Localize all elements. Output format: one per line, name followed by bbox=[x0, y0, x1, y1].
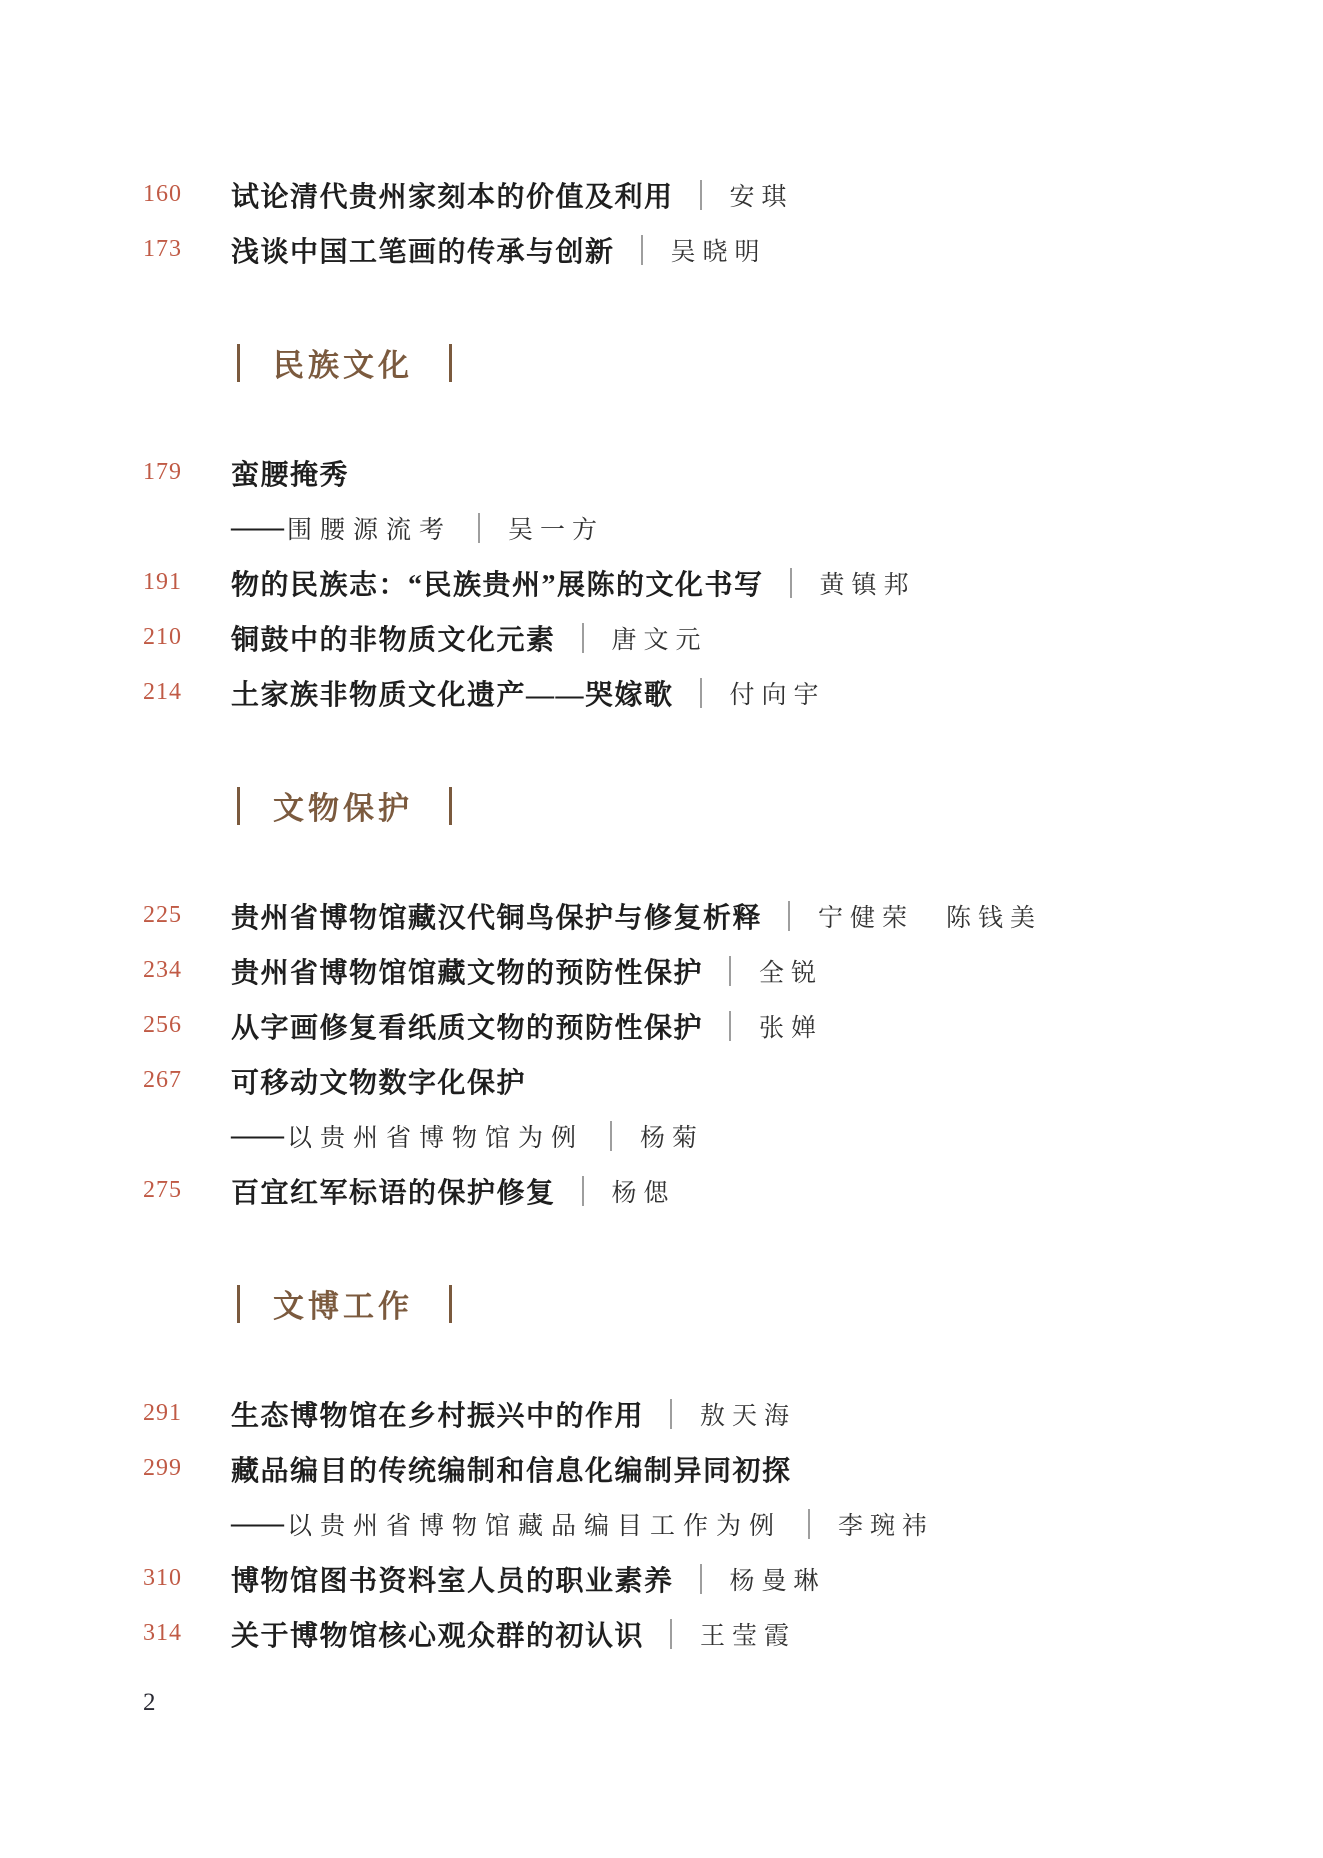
toc-entry bbox=[143, 943, 1283, 998]
section-header-bar-left bbox=[237, 1285, 240, 1323]
entry-title: 从字画修复看纸质文物的预防性保护 bbox=[231, 1012, 704, 1044]
toc-entry bbox=[143, 665, 1283, 720]
entry-author: 吴晓明 bbox=[670, 238, 767, 266]
author-separator-bar bbox=[808, 1509, 810, 1539]
author-separator-bar bbox=[788, 901, 790, 931]
entry-title: 铜鼓中的非物质文化元素 bbox=[231, 624, 556, 656]
entry-page-number: 314 bbox=[143, 1620, 182, 1646]
entry-author: 全锐 bbox=[759, 959, 824, 987]
author-separator-bar bbox=[670, 1399, 672, 1429]
entry-page-number: 234 bbox=[143, 957, 182, 983]
section-header-title: 文物保护 bbox=[273, 791, 413, 826]
entry-page-number: 225 bbox=[143, 902, 182, 928]
entry-title: 可移动文物数字化保护 bbox=[231, 1067, 527, 1099]
page-footer bbox=[143, 1675, 1283, 1730]
toc-entry bbox=[143, 888, 1283, 943]
subtitle-dash: —— bbox=[231, 1119, 281, 1151]
entry-page-number: 256 bbox=[143, 1012, 182, 1038]
toc-entry-subtitle bbox=[143, 500, 1283, 555]
section-header-bar-right bbox=[449, 344, 452, 382]
entry-page-number: 191 bbox=[143, 569, 182, 595]
entry-title: 物的民族志：“民族贵州”展陈的文化书写 bbox=[231, 569, 764, 601]
author-separator-bar bbox=[478, 513, 480, 543]
entry-title: 百宜红军标语的保护修复 bbox=[231, 1177, 556, 1209]
toc-entry bbox=[143, 445, 1283, 500]
entry-author: 黄镇邦 bbox=[819, 571, 916, 599]
entry-author: 杨偲 bbox=[611, 1179, 676, 1207]
toc-entry bbox=[143, 167, 1283, 222]
entry-page-number: 299 bbox=[143, 1455, 182, 1481]
author-separator-bar bbox=[729, 956, 731, 986]
author-separator-bar bbox=[700, 678, 702, 708]
entry-page-number: 291 bbox=[143, 1400, 182, 1426]
section-header-title: 文博工作 bbox=[273, 1289, 413, 1324]
entry-title: 藏品编目的传统编制和信息化编制异同初探 bbox=[231, 1455, 792, 1487]
entry-page-number: 214 bbox=[143, 679, 182, 705]
entry-page-number: 275 bbox=[143, 1177, 182, 1203]
entry-author: 王莹霞 bbox=[700, 1622, 797, 1650]
folio-page-number: 2 bbox=[143, 1688, 156, 1716]
entry-title: 贵州省博物馆藏汉代铜鸟保护与修复析释 bbox=[231, 902, 763, 934]
entry-title: 贵州省博物馆馆藏文物的预防性保护 bbox=[231, 957, 704, 989]
entry-title: 浅谈中国工笔画的传承与创新 bbox=[231, 236, 615, 268]
entry-title: 试论清代贵州家刻本的价值及利用 bbox=[231, 181, 674, 213]
section-header-bar-right bbox=[449, 1285, 452, 1323]
toc-entry bbox=[143, 998, 1283, 1053]
entry-author: 杨曼琳 bbox=[729, 1567, 826, 1595]
author-separator-bar bbox=[700, 180, 702, 210]
toc-entry bbox=[143, 610, 1283, 665]
entry-title: 生态博物馆在乡村振兴中的作用 bbox=[231, 1400, 645, 1432]
toc-entry-subtitle bbox=[143, 1108, 1283, 1163]
section-header-wenbo-gongzuo bbox=[143, 1276, 1283, 1331]
entry-subtitle: 以贵州省博物馆为例 bbox=[287, 1124, 585, 1152]
toc-entry-subtitle bbox=[143, 1496, 1283, 1551]
author-separator-bar bbox=[670, 1619, 672, 1649]
entry-author: 张婵 bbox=[759, 1014, 824, 1042]
entry-title: 博物馆图书资料室人员的职业素养 bbox=[231, 1565, 674, 1597]
entry-page-number: 210 bbox=[143, 624, 182, 650]
section-header-bar-left bbox=[237, 344, 240, 382]
entry-author: 宁健荣 陈钱美 bbox=[818, 904, 1043, 932]
toc-entry bbox=[143, 1386, 1283, 1441]
author-separator-bar bbox=[610, 1121, 612, 1151]
entry-subtitle: 围腰源流考 bbox=[287, 516, 453, 544]
author-separator-bar bbox=[582, 623, 584, 653]
entry-title: 土家族非物质文化遗产——哭嫁歌 bbox=[231, 679, 674, 711]
toc-entry bbox=[143, 222, 1283, 277]
entry-title: 关于博物馆核心观众群的初认识 bbox=[231, 1620, 645, 1652]
section-header-bar-left bbox=[237, 787, 240, 825]
section-header-minzu-wenhua bbox=[143, 335, 1283, 390]
author-separator-bar bbox=[700, 1564, 702, 1594]
section-header-wenwu-baohu bbox=[143, 778, 1283, 833]
toc-entry bbox=[143, 555, 1283, 610]
toc-entry bbox=[143, 1053, 1283, 1108]
entry-subtitle: 以贵州省博物馆藏品编目工作为例 bbox=[287, 1512, 783, 1540]
author-separator-bar bbox=[582, 1176, 584, 1206]
entry-author: 敖天海 bbox=[700, 1402, 797, 1430]
entry-title: 蛮腰掩秀 bbox=[231, 459, 350, 491]
toc-entry bbox=[143, 1606, 1283, 1661]
entry-author: 安琪 bbox=[729, 183, 794, 211]
entry-author: 吴一方 bbox=[508, 516, 605, 544]
entry-author: 唐文元 bbox=[611, 626, 708, 654]
entry-author: 付向宇 bbox=[729, 681, 826, 709]
subtitle-dash: —— bbox=[231, 511, 281, 543]
entry-page-number: 173 bbox=[143, 236, 182, 262]
entry-page-number: 160 bbox=[143, 181, 182, 207]
toc-entry bbox=[143, 1551, 1283, 1606]
entry-page-number: 310 bbox=[143, 1565, 182, 1591]
section-header-title: 民族文化 bbox=[273, 348, 413, 383]
toc-entry bbox=[143, 1441, 1283, 1496]
entry-page-number: 179 bbox=[143, 459, 182, 485]
author-separator-bar bbox=[729, 1011, 731, 1041]
entry-author: 杨菊 bbox=[640, 1124, 705, 1152]
subtitle-dash: —— bbox=[231, 1507, 281, 1539]
section-header-bar-right bbox=[449, 787, 452, 825]
entry-page-number: 267 bbox=[143, 1067, 182, 1093]
entry-author: 李琬祎 bbox=[838, 1512, 935, 1540]
author-separator-bar bbox=[641, 235, 643, 265]
author-separator-bar bbox=[790, 568, 792, 598]
toc-entry bbox=[143, 1163, 1283, 1218]
